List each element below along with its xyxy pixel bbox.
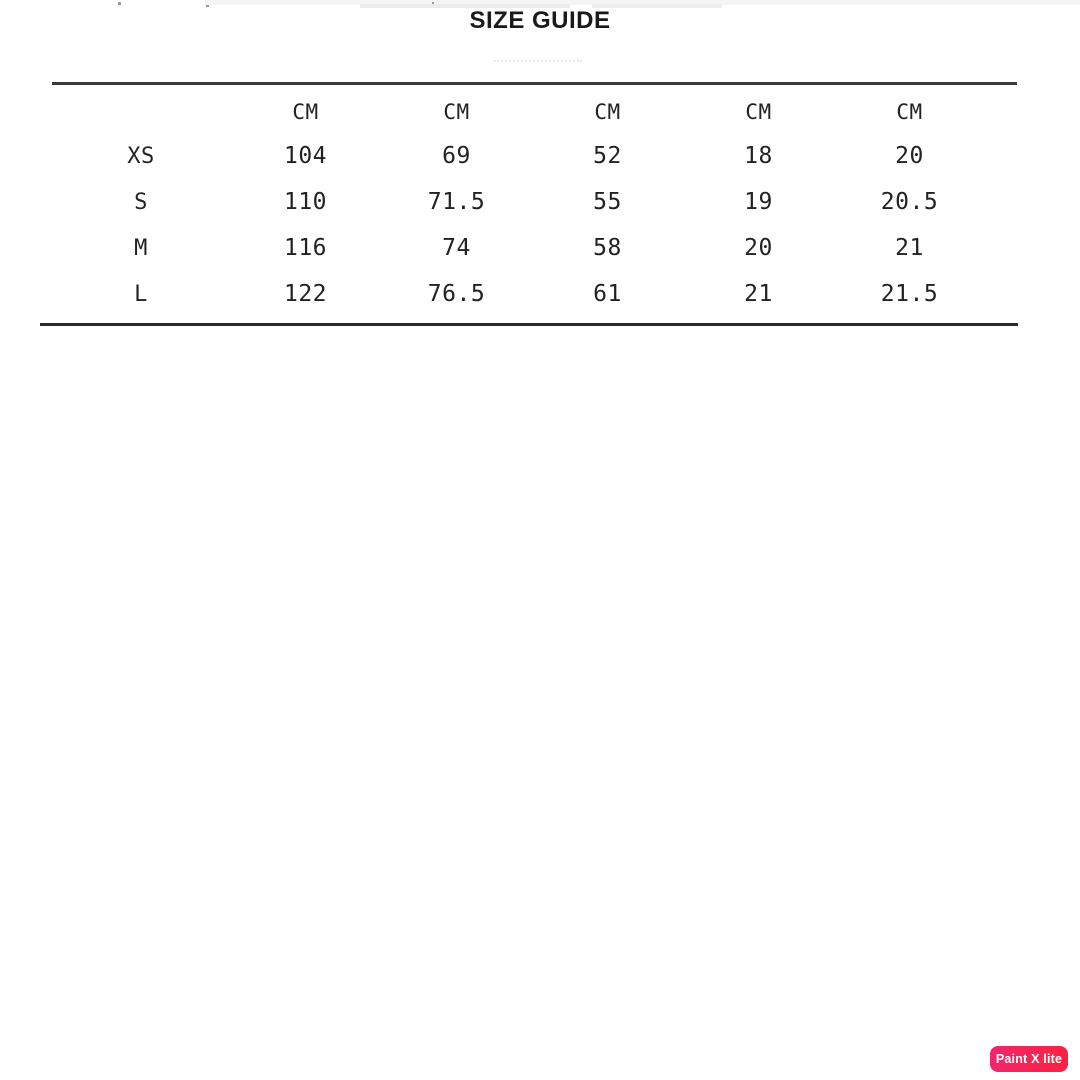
table-cell: 69 — [442, 143, 471, 169]
table-cell: 110 — [283, 189, 328, 215]
table-cell: 76.5 — [427, 281, 486, 307]
table-cell: 74 — [442, 235, 471, 261]
paint-x-lite-watermark-badge: Paint X lite — [990, 1046, 1068, 1072]
size-label: S — [134, 189, 148, 215]
size-table-grid — [52, 85, 985, 317]
table-cell: 20 — [895, 143, 924, 169]
table-bottom-rule — [40, 323, 1018, 326]
size-guide-table — [52, 82, 1017, 326]
dust-speck — [432, 2, 434, 4]
table-cell: 21.5 — [880, 281, 939, 307]
table-cell: 52 — [593, 143, 622, 169]
size-label: M — [134, 235, 148, 261]
table-cell: 55 — [593, 189, 622, 215]
table-cell: 71.5 — [427, 189, 486, 215]
dust-speck — [118, 2, 121, 5]
unit-header: CM — [594, 100, 621, 124]
corner-cell — [52, 85, 230, 133]
table-cell: 104 — [283, 143, 328, 169]
erased-text-smudge — [494, 60, 582, 62]
size-label: XS — [127, 143, 155, 169]
table-cell: 20.5 — [880, 189, 939, 215]
table-cell: 21 — [895, 235, 924, 261]
table-cell: 61 — [593, 281, 622, 307]
unit-header: CM — [292, 100, 319, 124]
page-title: SIZE GUIDE — [469, 7, 611, 34]
size-label: L — [134, 281, 148, 307]
table-cell: 19 — [744, 189, 773, 215]
table-cell: 18 — [744, 143, 773, 169]
unit-header: CM — [896, 100, 923, 124]
table-cell: 58 — [593, 235, 622, 261]
table-cell: 20 — [744, 235, 773, 261]
table-cell: 122 — [283, 281, 328, 307]
table-cell: 116 — [283, 235, 328, 261]
unit-header: CM — [443, 100, 470, 124]
table-cell: 21 — [744, 281, 773, 307]
unit-header: CM — [745, 100, 772, 124]
